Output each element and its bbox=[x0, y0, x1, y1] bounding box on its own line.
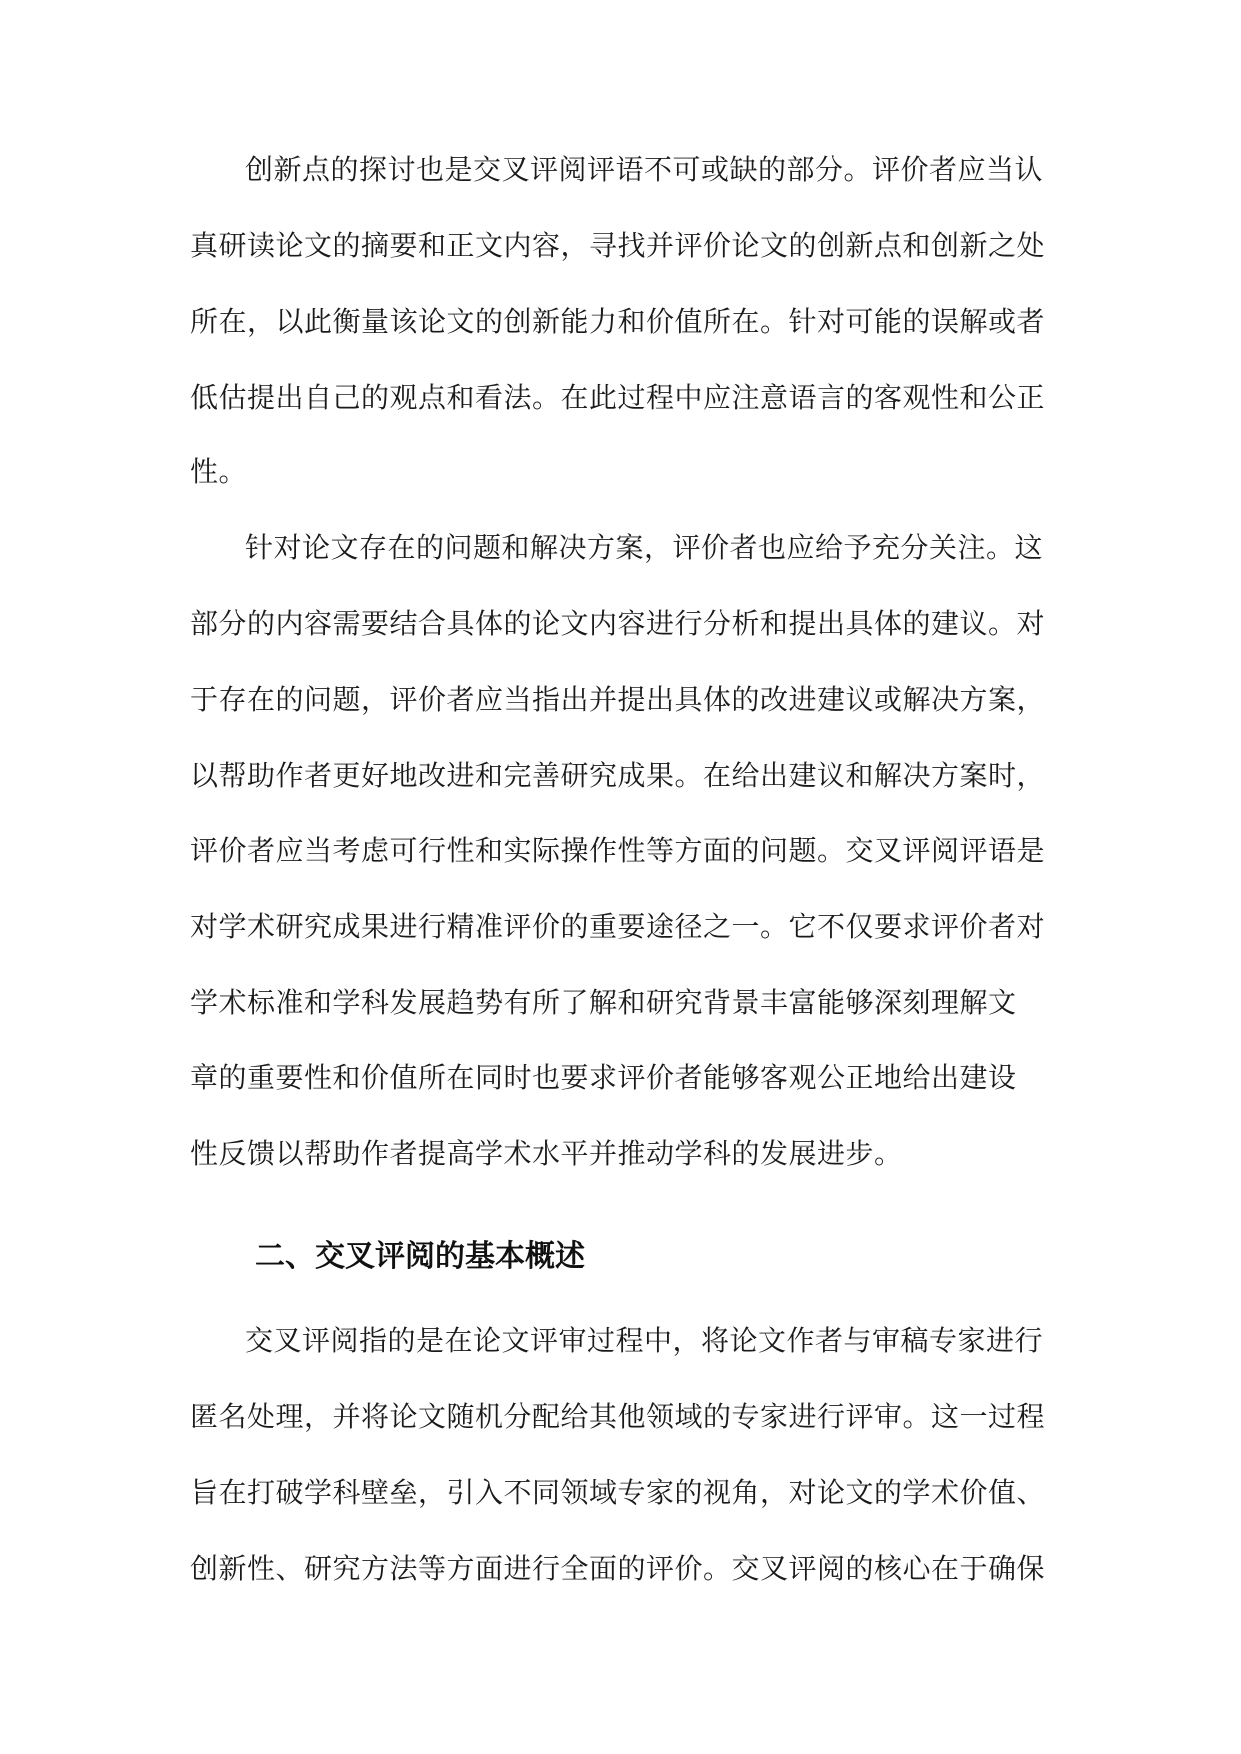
paragraph-3-line-1: 交叉评阅指的是在论文评审过程中，将论文作者与审稿专家进行 bbox=[245, 1324, 1044, 1357]
paragraph-2-line-4: 以帮助作者更好地改进和完善研究成果。在给出建议和解决方案时， bbox=[190, 759, 1046, 792]
paragraph-2-line-2: 部分的内容需要结合具体的论文内容进行分析和提出具体的建议。对 bbox=[190, 607, 1046, 640]
paragraph-2-line-6: 对学术研究成果进行精准评价的重要途径之一。它不仅要求评价者对 bbox=[190, 910, 1046, 943]
paragraph-1-line-4: 低估提出自己的观点和看法。在此过程中应注意语言的客观性和公正 bbox=[190, 381, 1046, 414]
paragraph-1-line-3: 所在，以此衡量该论文的创新能力和价值所在。针对可能的误解或者 bbox=[190, 305, 1046, 338]
paragraph-2-line-5: 评价者应当考虑可行性和实际操作性等方面的问题。交叉评阅评语是 bbox=[190, 834, 1046, 867]
paragraph-2-line-3: 于存在的问题，评价者应当指出并提出具体的改进建议或解决方案， bbox=[190, 683, 1046, 716]
section-heading: 二、交叉评阅的基本概述 bbox=[255, 1239, 585, 1274]
paragraph-2-line-7: 学术标准和学科发展趋势有所了解和研究背景丰富能够深刻理解文 bbox=[190, 986, 1017, 1019]
paragraph-3-line-4: 创新性、研究方法等方面进行全面的评价。交叉评阅的核心在于确保 bbox=[190, 1552, 1046, 1585]
paragraph-3-line-3: 旨在打破学科壁垒，引入不同领域专家的视角，对论文的学术价值、 bbox=[190, 1476, 1046, 1509]
paragraph-2-line-1: 针对论文存在的问题和解决方案，评价者也应给予充分关注。这 bbox=[245, 531, 1044, 564]
paragraph-2-line-9: 性反馈以帮助作者提高学术水平并推动学科的发展进步。 bbox=[190, 1137, 903, 1170]
paragraph-1-line-2: 真研读论文的摘要和正文内容，寻找并评价论文的创新点和创新之处 bbox=[190, 229, 1046, 262]
paragraph-1-line-5: 性。 bbox=[190, 455, 248, 488]
paragraph-3-line-2: 匿名处理，并将论文随机分配给其他领域的专家进行评审。这一过程 bbox=[190, 1400, 1046, 1433]
paragraph-2-line-8: 章的重要性和价值所在同时也要求评价者能够客观公正地给出建设 bbox=[190, 1061, 1017, 1094]
paragraph-1-line-1: 创新点的探讨也是交叉评阅评语不可或缺的部分。评价者应当认 bbox=[245, 153, 1044, 186]
